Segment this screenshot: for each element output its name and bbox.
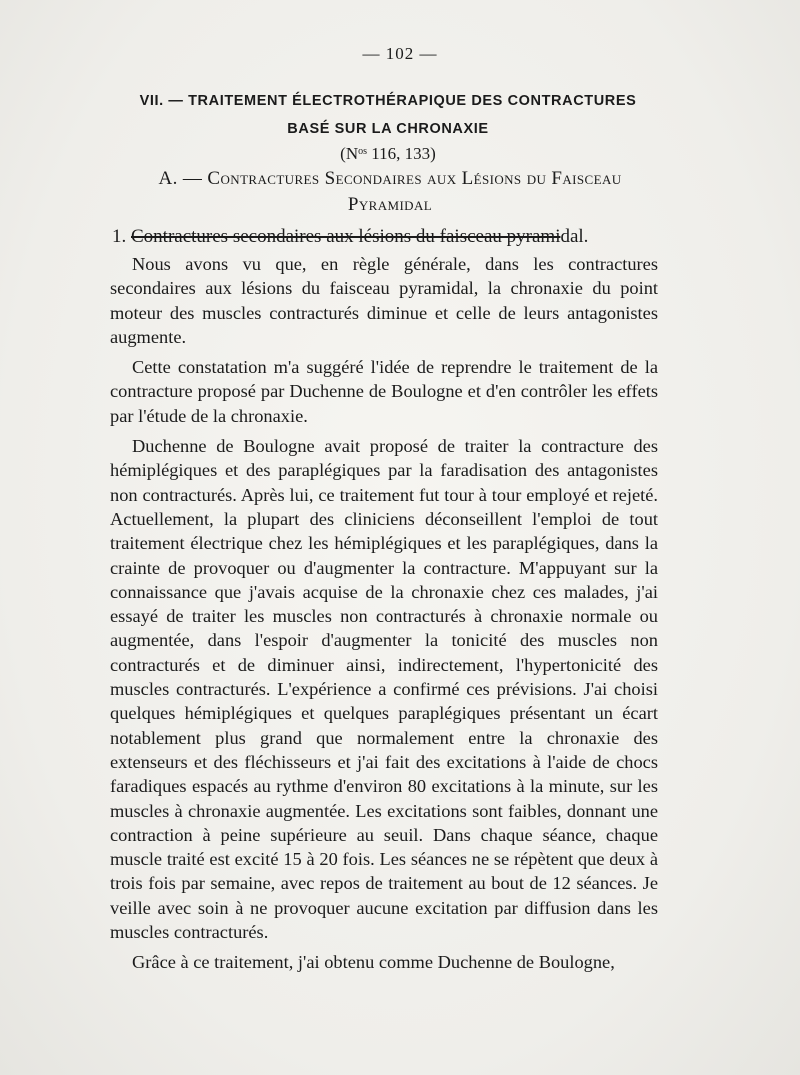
paragraph-1: Nous avons vu que, en règle générale, dans les contractures secondaires aux lésions du faisceau pyramidal, la chronaxie du point moteur des muscles contracturés diminue et celle de leurs antagonistes augmente. <box>110 254 658 347</box>
section-title: A. — Contractures Secondaires aux Lésions du Faisceau <box>158 168 622 189</box>
body-text <box>110 252 658 981</box>
reference-prefix: (N <box>340 144 359 163</box>
paragraph-4: Grâce à ce traitement, j'ai obtenu comme Duchenne de Boulogne, <box>132 952 615 973</box>
chapter-subheading: BASÉ SUR LA CHRONAXIE <box>287 121 489 137</box>
reference-superscript: os <box>358 146 368 157</box>
paragraph-2: Cette constatation m'a suggéré l'idée de reprendre le traitement de la contracture proposé par Duchenne de Boulogne et d'en contrôler les effets par l'étude de la chronaxie. <box>110 357 658 426</box>
paragraph-3: Duchenne de Boulogne avait proposé de traiter la contracture des hémiplégiques et des paraplégiques par la faradisation des antagonistes non contracturés. Après lui, ce traitement fut tour à tour employé et rejeté. Actuellement, la plupart des cliniciens déconseillent l'emploi de tout traitement électrique chez les hémiplégiques et les paraplégiques, dans la crainte de provoquer ou d'augmenter la contracture. M'appuyant sur la connaissance que j'avais acquise de la chronaxie chez ces malades, j'ai essayé de traiter les muscles non contracturés à chronaxie normale ou augmentée, dans l'espoir d'augmenter la tonicité des muscles non contracturés et de diminuer ainsi, indirectement, l'hypertonicité des muscles contracturés. L'expérience a confirmé ces prévisions. J'ai choisi quelques hémiplégiques et quelques paraplégiques présentant un écart notablement plus grand que normalement entre la chronaxie des extenseurs et des fléchisseurs et j'ai fait des excitations à l'aide de chocs faradiques espacés au rythme d'environ 80 excitations à la minute, sur les muscles à chronaxie augmentée. Les excitations sont faibles, donnant une contraction à peine supérieure au seuil. Dans chaque séance, chaque muscle traité est excité 15 à 20 fois. Les séances ne se répètent que deux à trois fois par semaine, avec repos de traitement au bout de 12 séances. Je veille avec soin à ne provoquer aucune excitation par diffusion dans les muscles contracturés. <box>110 436 658 943</box>
reference-suffix: 116, 133) <box>367 144 436 163</box>
chapter-reference <box>108 144 668 164</box>
struck-tail: dal. <box>560 226 589 247</box>
chapter-heading: VII. — TRAITEMENT ÉLECTROTHÉRAPIQUE DES CONTRACTURES <box>139 93 637 109</box>
struck-through-subtitle <box>112 226 672 248</box>
section-title-continued: Pyramidal <box>347 194 433 215</box>
struck-text: Contractures secondaires aux lésions du faisceau pyrami <box>131 226 561 247</box>
struck-marker: 1. <box>112 226 127 247</box>
page-number: — 102 — <box>362 44 438 63</box>
